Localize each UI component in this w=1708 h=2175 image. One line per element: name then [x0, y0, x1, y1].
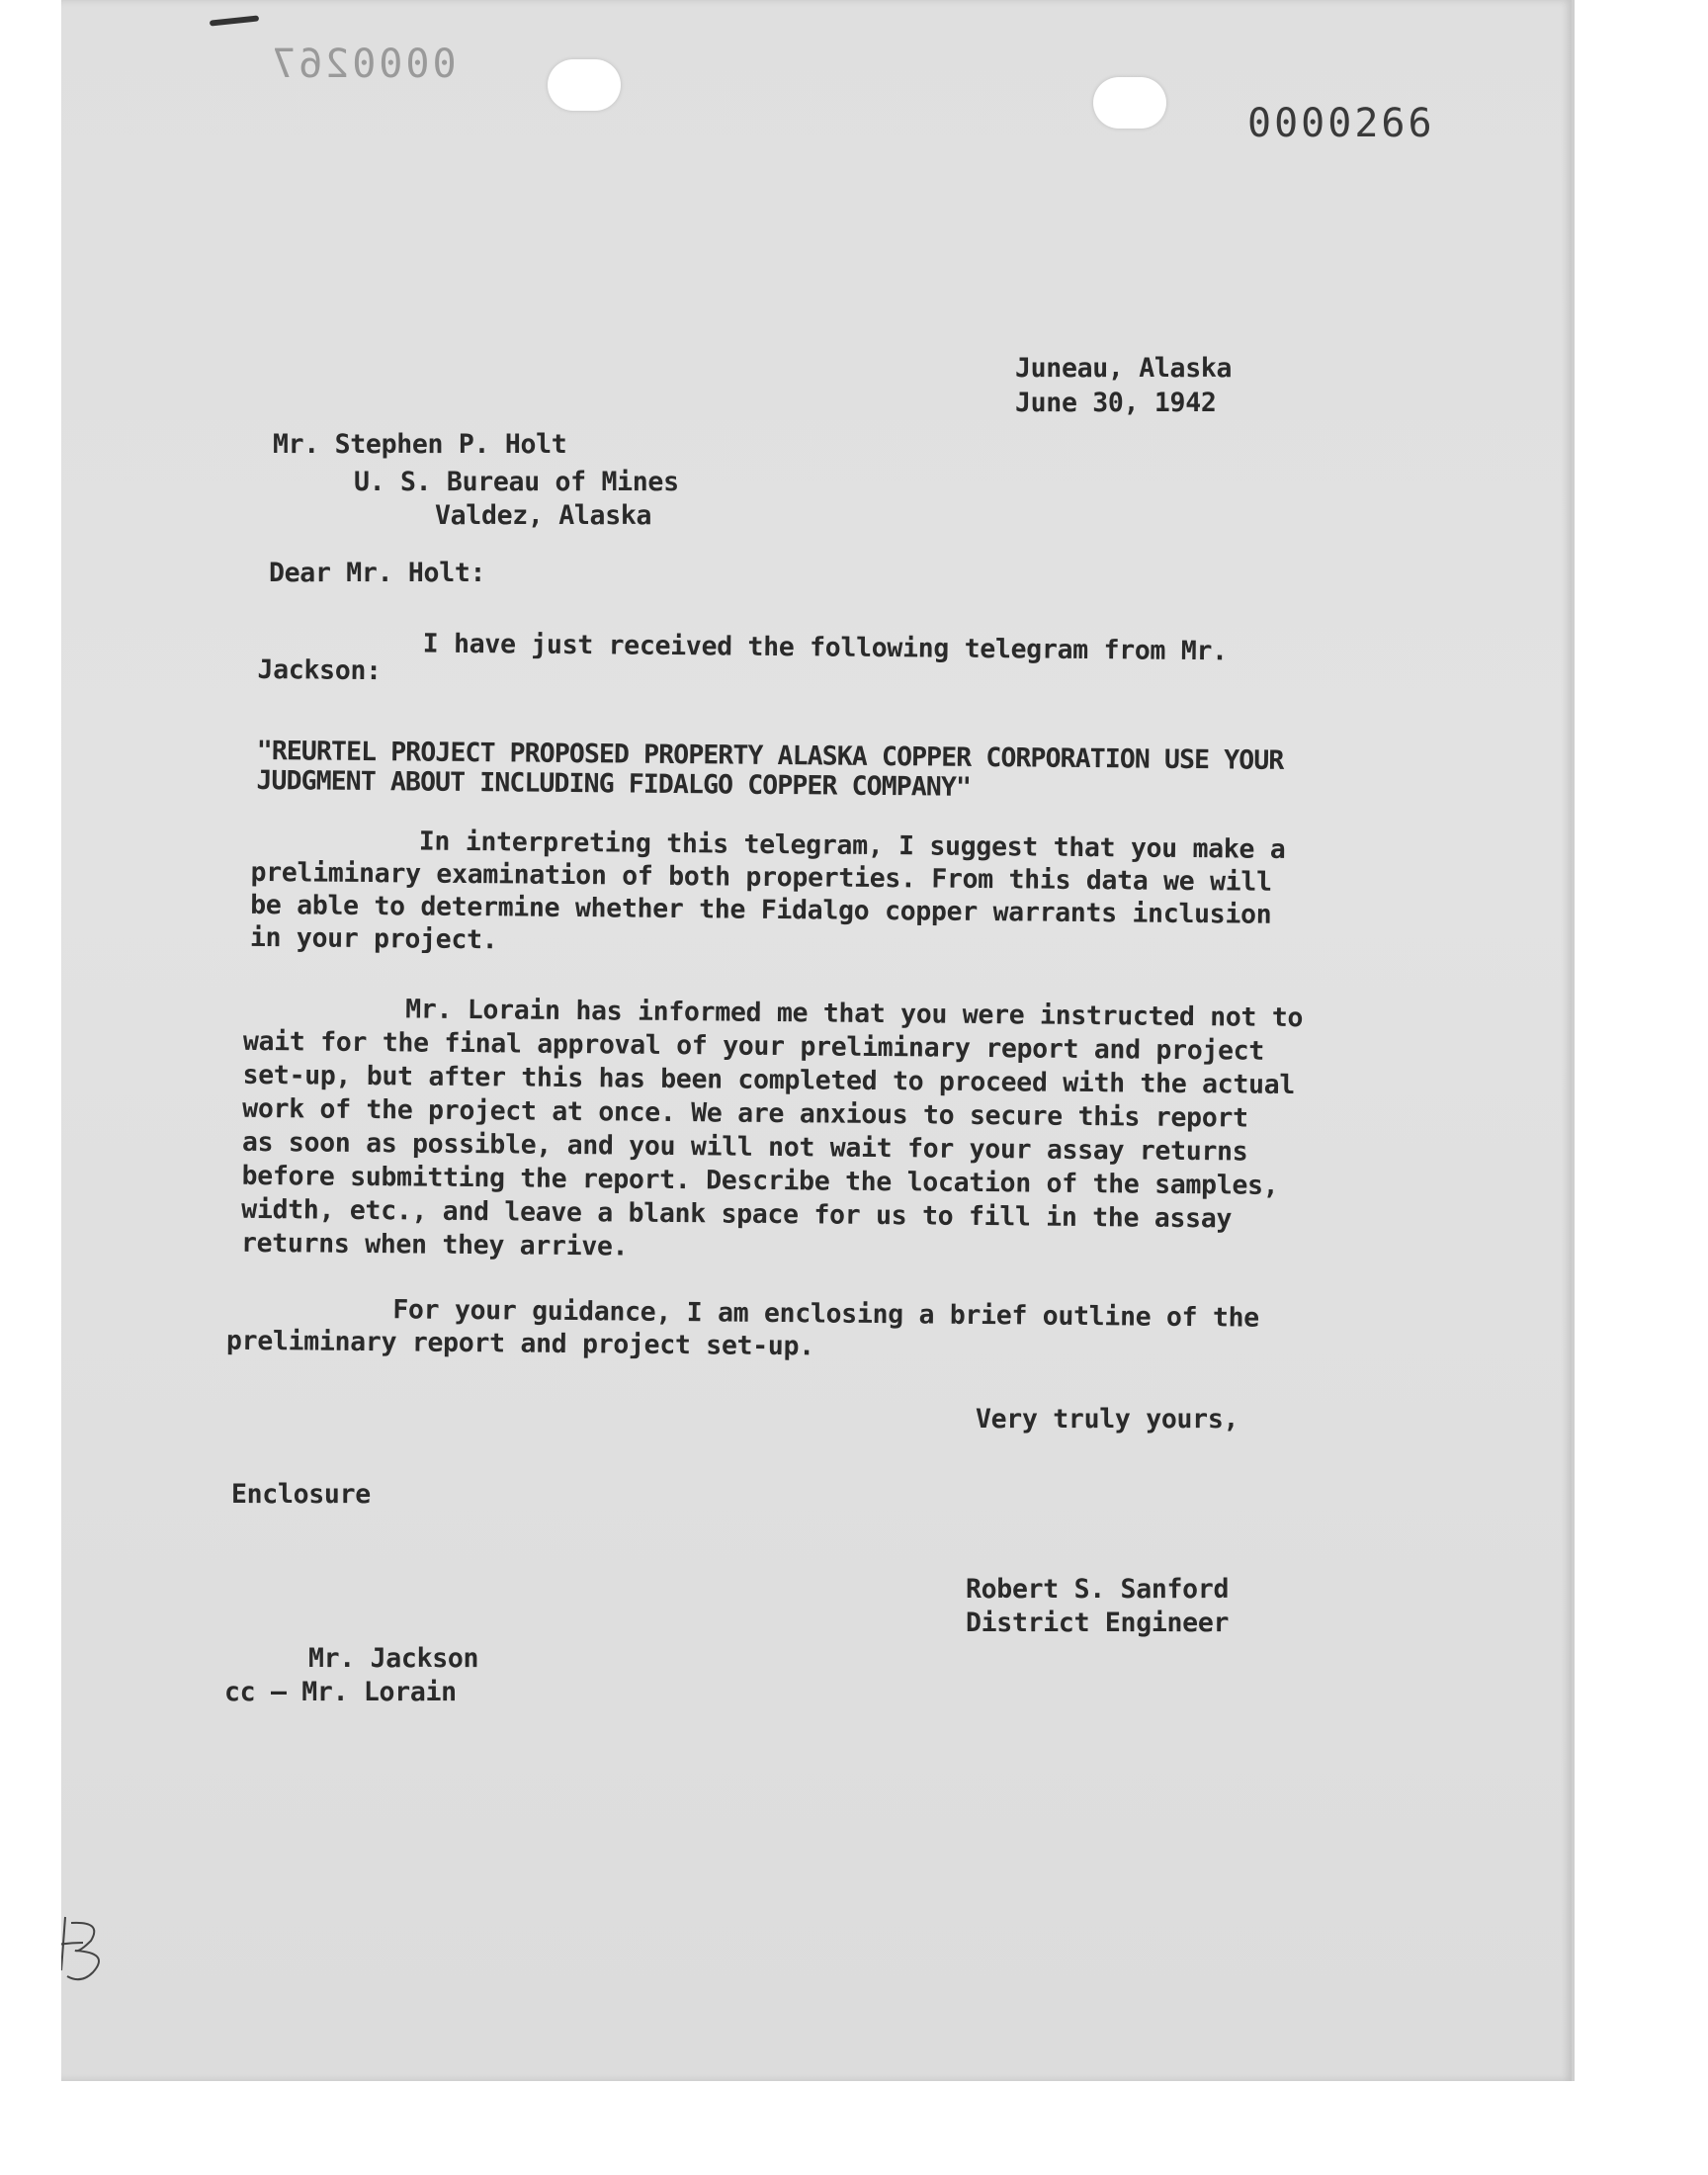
- paragraph-line: in your project.: [249, 921, 498, 956]
- paragraph-line: preliminary report and project set-up.: [225, 1325, 814, 1362]
- paragraph-line: In interpreting this telegram, I suggest that you make a: [418, 826, 1286, 865]
- closing: Very truly yours,: [976, 1404, 1239, 1435]
- handwritten-initials: [61, 1913, 121, 1992]
- telegram-line: JUDGMENT ABOUT INCLUDING FIDALGO COPPER COMPANY": [256, 764, 972, 803]
- mirrored-stamp-number: 0000267: [269, 42, 457, 87]
- recipient-city: Valdez, Alaska: [435, 500, 652, 531]
- recipient-name: Mr. Stephen P. Holt: [273, 429, 567, 460]
- signer-title: District Engineer: [966, 1608, 1230, 1638]
- paragraph-line: width, etc., and leave a blank space for us to fill in the assay: [241, 1193, 1233, 1235]
- punch-hole-left: [548, 59, 621, 111]
- intro-line: I have just received the following telegram from Mr.: [422, 628, 1228, 667]
- ink-smudge: [210, 15, 259, 26]
- paragraph-line: Mr. Lorain has informed me that you were instructed not to: [405, 994, 1304, 1034]
- document-page: [61, 0, 1574, 2081]
- paragraph-line: before submitting the report. Describe the location of the samples,: [241, 1160, 1279, 1201]
- paragraph-line: work of the project at once. We are anxious to secure this report: [242, 1092, 1248, 1134]
- enclosure-note: Enclosure: [231, 1479, 371, 1510]
- paragraph-line: wait for the final approval of your preliminary report and project: [242, 1025, 1265, 1067]
- letter-date: June 30, 1942: [1015, 388, 1217, 418]
- intro-line: Jackson:: [257, 653, 382, 687]
- punch-hole-right: [1093, 77, 1166, 129]
- signer-name: Robert S. Sanford: [966, 1574, 1230, 1605]
- cc-line-1: Mr. Jackson: [308, 1643, 479, 1674]
- page-edge: [1572, 0, 1575, 2081]
- letter-place: Juneau, Alaska: [1015, 353, 1233, 384]
- salutation: Dear Mr. Holt:: [269, 558, 486, 588]
- paragraph-line: preliminary examination of both properties. From this data we will: [250, 856, 1272, 898]
- telegram-line: "REURTEL PROJECT PROPOSED PROPERTY ALASKA COPPER CORPORATION USE YOUR: [256, 735, 1284, 776]
- paragraph-line: returns when they arrive.: [240, 1227, 629, 1262]
- paragraph-line: be able to determine whether the Fidalgo copper warrants inclusion: [250, 889, 1272, 930]
- paragraph-line: as soon as possible, and you will not wait for your assay returns: [241, 1126, 1248, 1168]
- recipient-org: U. S. Bureau of Mines: [354, 467, 679, 497]
- page-stamp-number: 0000266: [1247, 101, 1435, 146]
- paragraph-line: For your guidance, I am enclosing a brief outline of the: [392, 1294, 1260, 1334]
- cc-line-2: cc – Mr. Lorain: [224, 1677, 457, 1707]
- paragraph-line: set-up, but after this has been completed to proceed with the actual: [242, 1059, 1296, 1101]
